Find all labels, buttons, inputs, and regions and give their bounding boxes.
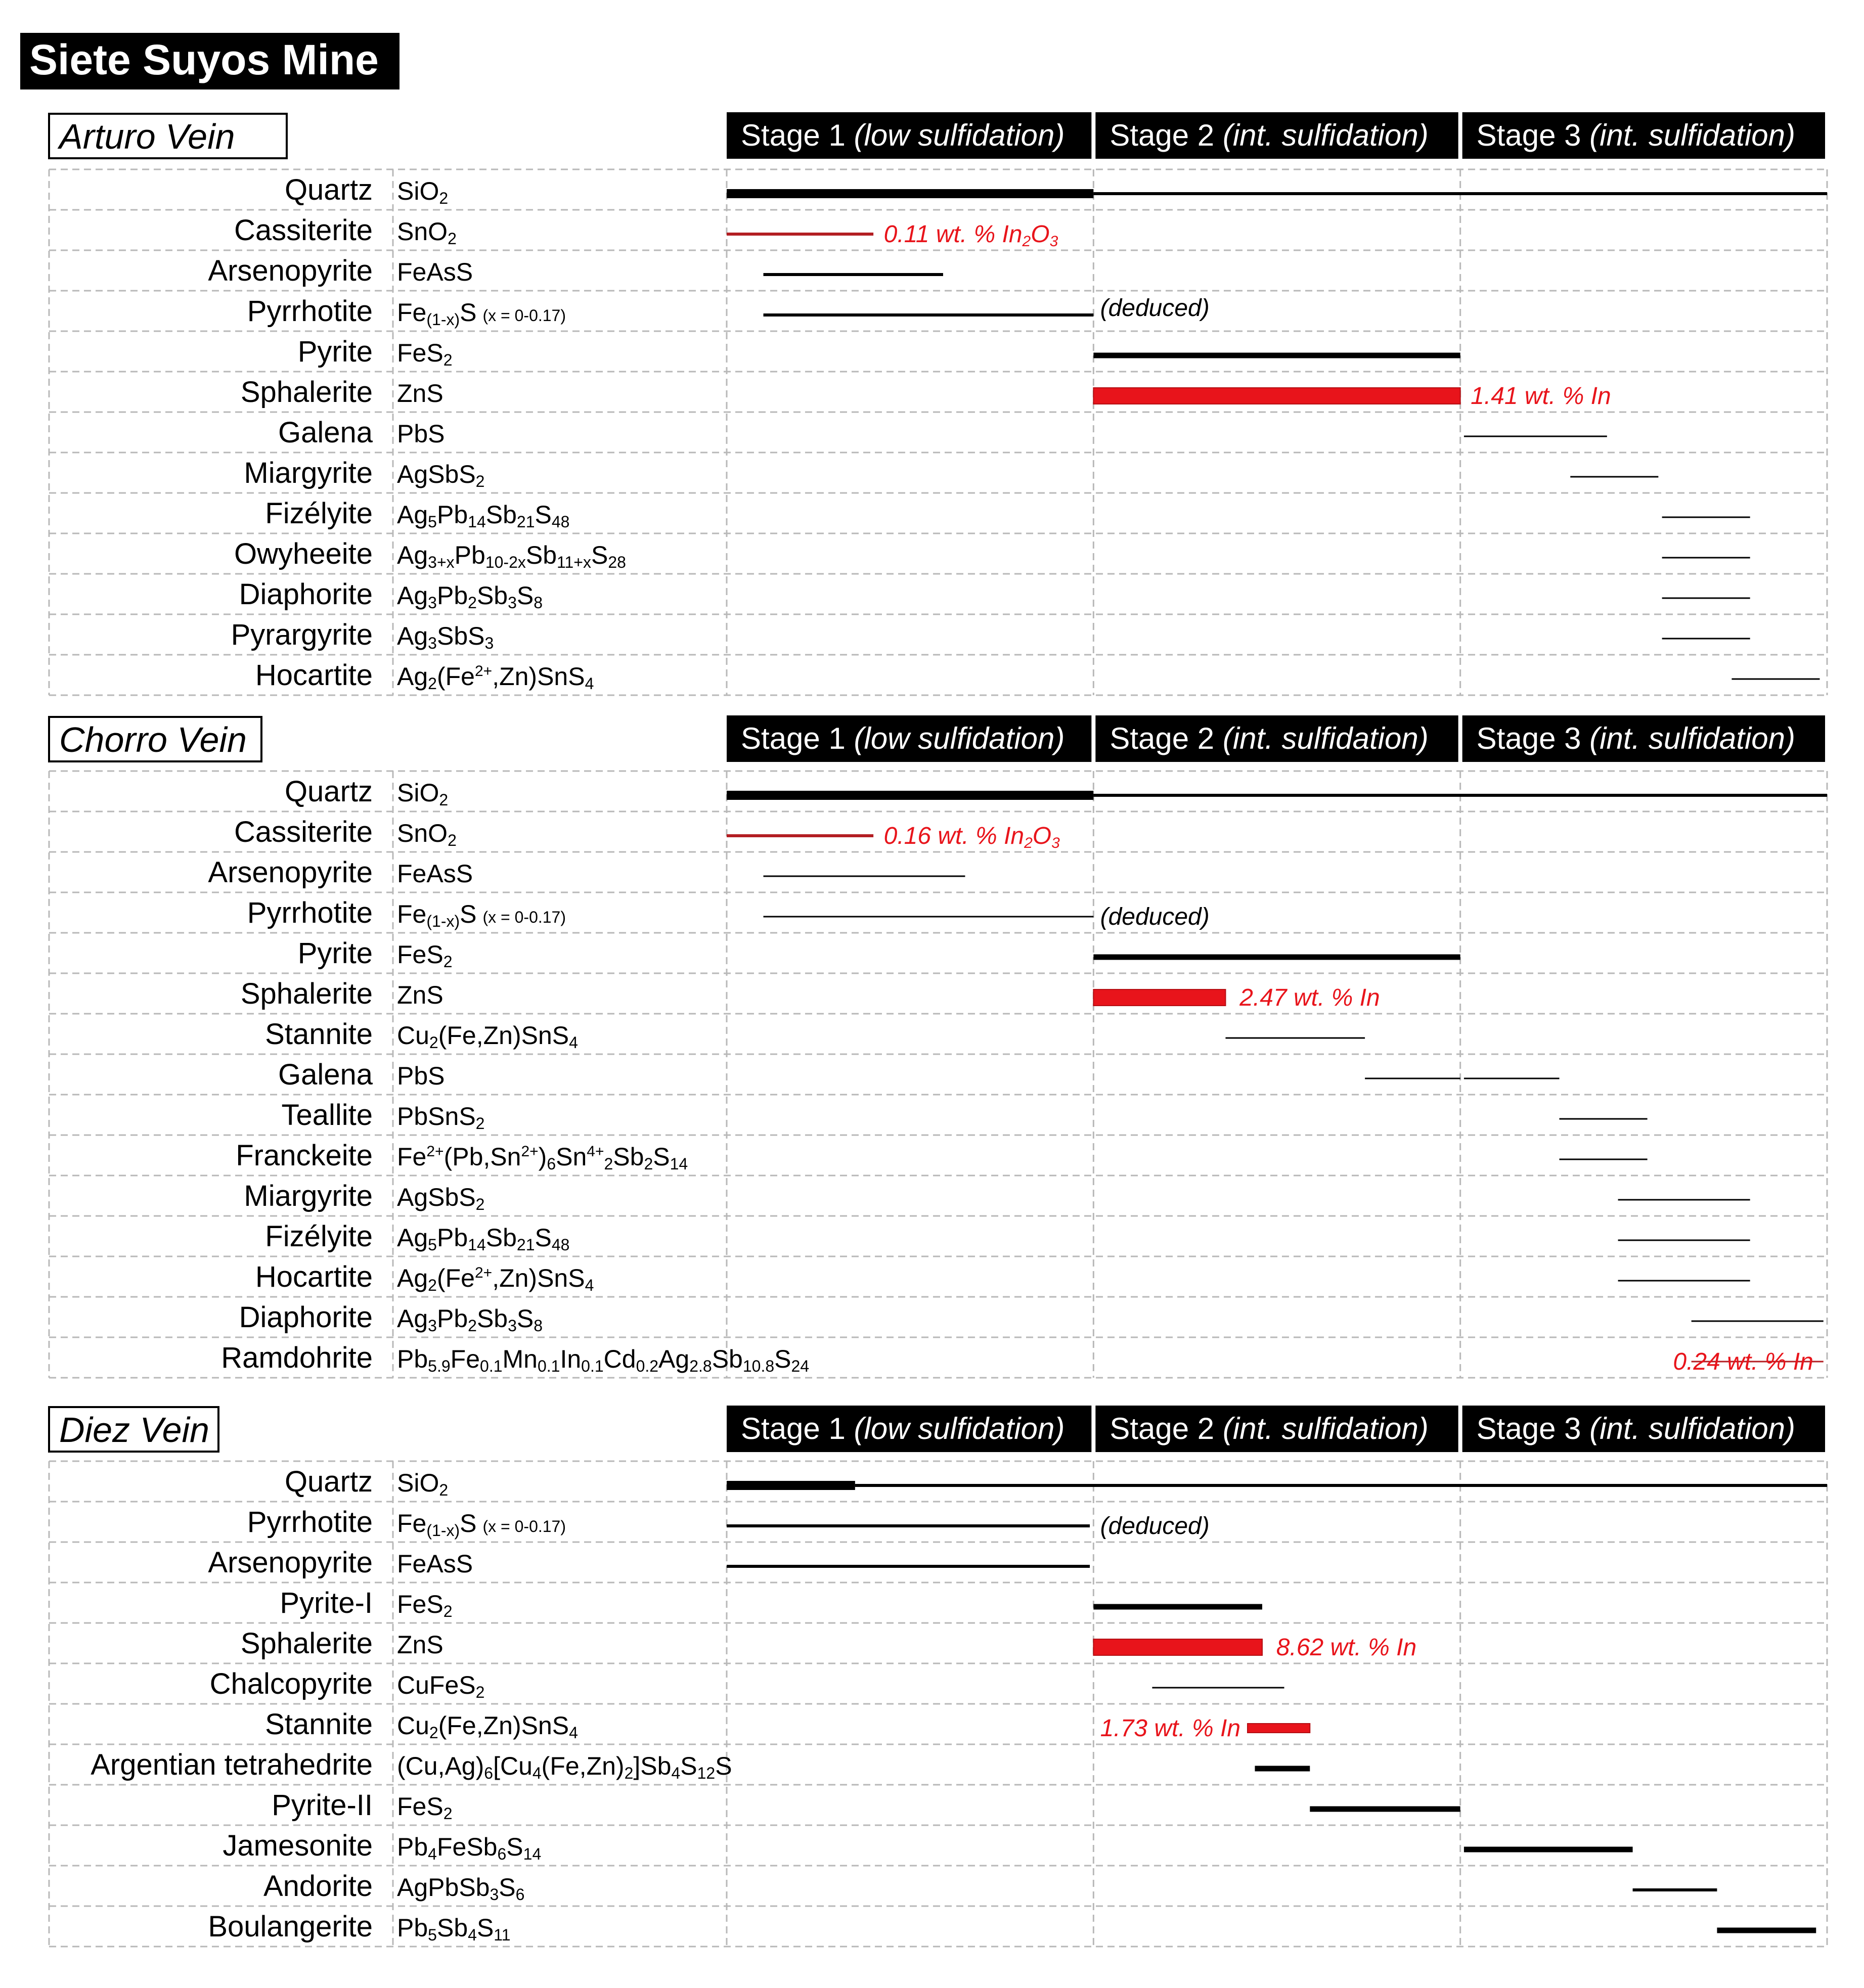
diez-vein-jamesonite-formula: Pb4FeSb6S14 [397, 1833, 542, 1863]
chorro-vein-ramdohrite-name: Ramdohrite [221, 1341, 373, 1374]
chorro-vein-teallite-formula: PbSnS2 [397, 1102, 485, 1133]
diez-vein-quartz-row [285, 1465, 1827, 1499]
diez-vein-stannite-formula: Cu2(Fe,Zn)SnS4 [397, 1711, 578, 1742]
chorro-vein-pyrrhotite-annotation: (deduced) [1100, 903, 1210, 930]
chorro-vein-galena-row [278, 1058, 1560, 1091]
chorro-vein-pyrite-bar-1 [1093, 955, 1460, 960]
diez-vein-quartz-formula: SiO2 [397, 1469, 449, 1499]
arturo-vein-arsenopyrite-bar-1 [764, 273, 943, 276]
diez-vein-boulangerite-row [208, 1910, 1816, 1944]
arturo-vein-sphalerite-row [241, 376, 1611, 410]
arturo-vein-diaphorite-formula: Ag3Pb2Sb3S8 [397, 581, 543, 612]
diez-vein-stannite-name: Stannite [265, 1708, 373, 1741]
arturo-vein-cassiterite-row [234, 214, 1058, 250]
diez-vein-jamesonite-name: Jamesonite [223, 1829, 373, 1862]
chorro-vein-teallite-row [281, 1099, 1647, 1133]
diez-vein-chalcopyrite-bar-1 [1152, 1687, 1284, 1689]
chorro-vein-diaphorite-bar-1 [1692, 1321, 1824, 1322]
arturo-vein-owyheeite-bar-1 [1662, 557, 1750, 559]
chorro-vein-cassiterite-formula: SnO2 [397, 819, 457, 849]
chorro-vein-galena-name: Galena [278, 1058, 373, 1091]
chorro-vein-fizelyite-row [265, 1220, 1750, 1254]
diez-vein-stage-3-label: Stage 3 (int. sulfidation) [1476, 1412, 1796, 1445]
diez-vein-stannite-row [265, 1708, 1310, 1742]
chorro-vein-diaphorite-formula: Ag3Pb2Sb3S8 [397, 1304, 543, 1335]
diez-vein-pyrite-i-row [280, 1587, 1262, 1620]
arturo-vein-arsenopyrite-formula: FeAsS [397, 258, 473, 286]
arturo-vein-pyrargyrite-name: Pyrargyrite [231, 618, 373, 651]
arturo-vein-owyheeite-row [234, 537, 1750, 571]
chorro-vein-franckeite-row [236, 1139, 1647, 1173]
arturo-vein-sphalerite-annotation: 1.41 wt. % In [1471, 383, 1611, 410]
chorro-vein-quartz-formula: SiO2 [397, 779, 449, 809]
chorro-vein-cassiterite-row [234, 816, 1060, 851]
diez-vein-argentian-tetrahedrite-formula: (Cu,Ag)6[Cu4(Fe,Zn)2]Sb4S12S [397, 1752, 732, 1782]
arturo-vein-pyrargyrite-bar-1 [1662, 638, 1750, 640]
arturo-vein-pyrite-row [298, 335, 1460, 369]
diez-vein-quartz-bar-2 [855, 1484, 1827, 1487]
arturo-vein-diaphorite-name: Diaphorite [239, 578, 373, 611]
diez-vein-pyrite-ii-bar-1 [1310, 1806, 1460, 1812]
diez-vein-pyrrhotite-bar-1 [727, 1524, 1090, 1527]
chorro-vein-stage-3-label: Stage 3 (int. sulfidation) [1476, 721, 1796, 755]
chorro-vein-fizelyite-name: Fizélyite [265, 1220, 373, 1253]
arturo-vein-pyrrhotite-bar-1 [764, 313, 1094, 317]
diez-vein-pyrite-ii-formula: FeS2 [397, 1792, 453, 1823]
arturo-vein-pyrite-formula: FeS2 [397, 339, 453, 369]
arturo-vein-galena-bar-1 [1464, 436, 1607, 437]
chorro-vein-stannite-name: Stannite [265, 1018, 373, 1051]
diez-vein-sphalerite-bar-1 [1093, 1639, 1262, 1655]
arturo-vein-galena-row [278, 416, 1607, 449]
chorro-vein-franckeite-name: Franckeite [236, 1139, 373, 1172]
chorro-vein-quartz-row [285, 775, 1827, 809]
diez-vein-argentian-tetrahedrite-bar-1 [1255, 1766, 1310, 1772]
arturo-vein-pyrrhotite-row [247, 295, 1210, 329]
diez-vein-sphalerite-annotation: 8.62 wt. % In [1276, 1634, 1417, 1661]
chorro-vein-ramdohrite-annotation: 0.24 wt. % In [1673, 1348, 1813, 1375]
diez-vein-argentian-tetrahedrite-name: Argentian tetrahedrite [91, 1748, 373, 1781]
arturo-vein-quartz-bar-1 [727, 189, 1093, 198]
diez-vein-andorite-formula: AgPbSb3S6 [397, 1873, 525, 1904]
diez-vein-boulangerite-name: Boulangerite [208, 1910, 373, 1943]
diez-vein-pyrrhotite-annotation: (deduced) [1100, 1513, 1210, 1540]
arturo-vein-sphalerite-formula: ZnS [397, 379, 443, 408]
arturo-vein-quartz-formula: SiO2 [397, 177, 449, 207]
arturo-vein-fizelyite-formula: Ag5Pb14Sb21S48 [397, 501, 570, 531]
chorro-vein-pyrrhotite-bar-1 [764, 916, 1094, 918]
diez-vein-pyrrhotite-formula: Fe(1-x)S (x = 0-0.17) [397, 1509, 566, 1540]
chorro-vein-galena-bar-1 [1365, 1078, 1460, 1079]
diez-vein-pyrite-ii-row [272, 1789, 1460, 1823]
chorro-vein-stage-1-label: Stage 1 (low sulfidation) [741, 721, 1065, 755]
chorro-vein-stannite-row [265, 1018, 1365, 1052]
chorro-vein-fizelyite-bar-1 [1618, 1240, 1750, 1241]
chorro-vein-ramdohrite-formula: Pb5.9Fe0.1Mn0.1In0.1Cd0.2Ag2.8Sb10.8S24 [397, 1345, 810, 1375]
chorro-vein-pyrite-row [298, 937, 1460, 971]
arturo-vein-pyrrhotite-annotation: (deduced) [1100, 295, 1210, 322]
diez-vein-andorite-name: Andorite [263, 1870, 373, 1903]
diez-vein-stage-1-label: Stage 1 (low sulfidation) [741, 1412, 1065, 1445]
chorro-vein-quartz-bar-1 [727, 791, 1093, 800]
title-block [20, 33, 400, 89]
chorro-vein-quartz-name: Quartz [284, 775, 373, 808]
chorro-vein-teallite-bar-1 [1560, 1118, 1648, 1120]
diez-vein-boulangerite-bar-1 [1717, 1928, 1816, 1933]
chorro-vein-diaphorite-row [239, 1301, 1824, 1335]
arturo-vein-hocartite-formula: $Ag2(Fe^{2+},Zn)SnS4$ [397, 662, 594, 693]
diez-vein-chalcopyrite-name: Chalcopyrite [209, 1667, 373, 1700]
chorro-vein-ramdohrite-row [221, 1341, 1824, 1375]
chorro-vein-pyrite-formula: FeS2 [397, 940, 453, 971]
chorro-vein-stannite-bar-1 [1225, 1037, 1365, 1039]
chorro-vein-pyrrhotite-row [247, 896, 1210, 930]
diez-vein-pyrrhotite-name: Pyrrhotite [247, 1506, 373, 1539]
chorro-vein-miargyrite-row [244, 1180, 1750, 1213]
chorro-vein-sphalerite-name: Sphalerite [240, 977, 373, 1010]
diez-vein-jamesonite-bar-1 [1464, 1847, 1633, 1853]
arturo-vein-diaphorite-row [239, 578, 1750, 612]
diez-vein-jamesonite-row [223, 1829, 1632, 1863]
arturo-vein-quartz-row [285, 173, 1827, 207]
arturo-vein-sphalerite-name: Sphalerite [240, 376, 373, 409]
chorro-vein-hocartite-formula: $Ag2(Fe^{2+},Zn)SnS4$ [397, 1264, 594, 1294]
arturo-vein-owyheeite-name: Owyheeite [234, 537, 373, 570]
chorro-vein-franckeite-bar-1 [1560, 1159, 1648, 1160]
arturo-vein-cassiterite-formula: SnO2 [397, 217, 457, 248]
arturo-vein-miargyrite-formula: AgSbS2 [397, 460, 485, 490]
chorro-vein-cassiterite-annotation: 0.16 wt. % In2O3 [883, 823, 1060, 851]
chorro-vein-fizelyite-formula: Ag5Pb14Sb21S48 [397, 1224, 570, 1254]
arturo-vein-miargyrite-name: Miargyrite [244, 457, 373, 489]
arturo-vein-galena-name: Galena [278, 416, 373, 449]
arturo-vein-section [49, 112, 1827, 695]
chorro-vein-arsenopyrite-row [208, 856, 965, 889]
diez-vein-andorite-row [263, 1870, 1717, 1904]
chorro-vein-pyrrhotite-name: Pyrrhotite [247, 896, 373, 929]
diez-vein-stannite-bar-1 [1248, 1724, 1310, 1733]
arturo-vein-stage-2-label: Stage 2 (int. sulfidation) [1109, 118, 1429, 152]
chorro-vein-galena-formula: PbS [397, 1062, 445, 1090]
chorro-vein-galena-bar-2 [1464, 1078, 1560, 1079]
arturo-vein-miargyrite-row [244, 457, 1658, 490]
chorro-vein-pyrite-name: Pyrite [297, 937, 373, 970]
diez-vein-pyrite-i-bar-1 [1093, 1604, 1262, 1610]
diez-vein-pyrite-ii-name: Pyrite-II [272, 1789, 373, 1822]
diez-vein-pyrite-i-formula: FeS2 [397, 1590, 453, 1620]
arturo-vein-owyheeite-formula: Ag3+xPb10-2xSb11+xS28 [397, 541, 626, 571]
diez-vein-andorite-bar-1 [1633, 1888, 1717, 1891]
chorro-vein-section [49, 715, 1827, 1378]
chorro-vein-stage-2-label: Stage 2 (int. sulfidation) [1109, 721, 1429, 755]
diez-vein-sphalerite-formula: ZnS [397, 1631, 443, 1659]
diez-vein-quartz-bar-1 [727, 1481, 855, 1490]
chorro-vein-miargyrite-name: Miargyrite [244, 1180, 373, 1212]
diez-vein-boulangerite-formula: Pb5Sb4S11 [397, 1914, 511, 1944]
chorro-vein-miargyrite-bar-1 [1618, 1199, 1750, 1201]
arturo-vein-stage-1-label: Stage 1 (low sulfidation) [741, 118, 1065, 152]
chorro-vein-quartz-bar-2 [1093, 794, 1827, 797]
chorro-vein-franckeite-formula: $Fe^{2+}(Pb,Sn^{2+})6Sn^{4+}_2Sb2S14$ [397, 1143, 688, 1173]
arturo-vein-fizelyite-row [265, 497, 1750, 531]
diez-vein-stage-2-label: Stage 2 (int. sulfidation) [1109, 1412, 1429, 1445]
arturo-vein-pyrargyrite-formula: Ag3SbS3 [397, 622, 494, 652]
arturo-vein-hocartite-bar-1 [1732, 679, 1819, 680]
chorro-vein-sphalerite-annotation: 2.47 wt. % In [1239, 984, 1380, 1011]
diez-vein-sphalerite-name: Sphalerite [240, 1627, 373, 1660]
diez-vein-chalcopyrite-formula: CuFeS2 [397, 1671, 485, 1701]
chorro-vein-cassiterite-name: Cassiterite [234, 816, 373, 848]
diez-vein-sphalerite-row [241, 1627, 1416, 1661]
arturo-vein-cassiterite-name: Cassiterite [234, 214, 373, 247]
arturo-vein-title: Arturo Vein [59, 117, 235, 156]
chorro-vein-sphalerite-row [241, 977, 1380, 1011]
arturo-vein-fizelyite-name: Fizélyite [265, 497, 373, 530]
arturo-vein-arsenopyrite-name: Arsenopyrite [208, 254, 373, 287]
veins-container [49, 112, 1827, 1947]
arturo-vein-fizelyite-bar-1 [1662, 517, 1750, 518]
chart-title: Siete Suyos Mine [29, 36, 379, 83]
diez-vein-section [49, 1406, 1827, 1947]
chorro-vein-sphalerite-formula: ZnS [397, 981, 443, 1009]
chorro-vein-miargyrite-formula: AgSbS2 [397, 1183, 485, 1213]
arturo-vein-pyrrhotite-name: Pyrrhotite [247, 295, 373, 328]
chorro-vein-arsenopyrite-name: Arsenopyrite [208, 856, 373, 889]
arturo-vein-diaphorite-bar-1 [1662, 598, 1750, 599]
arturo-vein-sphalerite-bar-1 [1093, 388, 1460, 404]
arturo-vein-pyrite-bar-1 [1093, 353, 1460, 358]
chorro-vein-stannite-formula: Cu2(Fe,Zn)SnS4 [397, 1021, 578, 1052]
arturo-vein-quartz-name: Quartz [284, 173, 373, 206]
diez-vein-quartz-name: Quartz [284, 1465, 373, 1498]
chorro-vein-pyrrhotite-formula: Fe(1-x)S (x = 0-0.17) [397, 900, 566, 930]
diez-vein-arsenopyrite-row [208, 1546, 1090, 1579]
arturo-vein-cassiterite-annotation: 0.11 wt. % In2O3 [883, 221, 1058, 250]
arturo-vein-stage-3-label: Stage 3 (int. sulfidation) [1476, 118, 1796, 152]
diez-vein-pyrite-i-name: Pyrite-I [280, 1587, 373, 1619]
diez-vein-arsenopyrite-formula: FeAsS [397, 1550, 473, 1578]
chorro-vein-cassiterite-bar-1 [727, 834, 873, 837]
chorro-vein-diaphorite-name: Diaphorite [239, 1301, 373, 1334]
arturo-vein-hocartite-row [255, 659, 1820, 693]
diez-vein-argentian-tetrahedrite-row [91, 1748, 1310, 1782]
arturo-vein-pyrargyrite-row [231, 618, 1750, 652]
chorro-vein-title: Chorro Vein [59, 720, 247, 759]
diez-vein-arsenopyrite-bar-1 [727, 1565, 1090, 1568]
arturo-vein-arsenopyrite-row [208, 254, 943, 287]
diez-vein-stannite-annotation: 1.73 wt. % In [1100, 1715, 1241, 1742]
chorro-vein-sphalerite-bar-1 [1093, 989, 1225, 1006]
arturo-vein-pyrite-name: Pyrite [297, 335, 373, 368]
arturo-vein-cassiterite-bar-1 [727, 233, 873, 236]
chorro-vein-arsenopyrite-formula: FeAsS [397, 860, 473, 888]
arturo-vein-miargyrite-bar-1 [1570, 476, 1658, 478]
arturo-vein-pyrrhotite-formula: Fe(1-x)S (x = 0-0.17) [397, 298, 566, 329]
diez-vein-title: Diez Vein [59, 1410, 209, 1450]
chorro-vein-teallite-name: Teallite [281, 1099, 373, 1132]
chorro-vein-arsenopyrite-bar-1 [764, 876, 965, 877]
arturo-vein-hocartite-name: Hocartite [255, 659, 373, 692]
chorro-vein-hocartite-row [255, 1260, 1750, 1294]
arturo-vein-galena-formula: PbS [397, 420, 445, 448]
diez-vein-pyrrhotite-row [247, 1506, 1210, 1540]
diez-vein-chalcopyrite-row [210, 1667, 1284, 1701]
chorro-vein-hocartite-bar-1 [1618, 1280, 1750, 1282]
chorro-vein-hocartite-name: Hocartite [255, 1260, 373, 1293]
diez-vein-arsenopyrite-name: Arsenopyrite [208, 1546, 373, 1579]
arturo-vein-quartz-bar-2 [1093, 192, 1827, 195]
